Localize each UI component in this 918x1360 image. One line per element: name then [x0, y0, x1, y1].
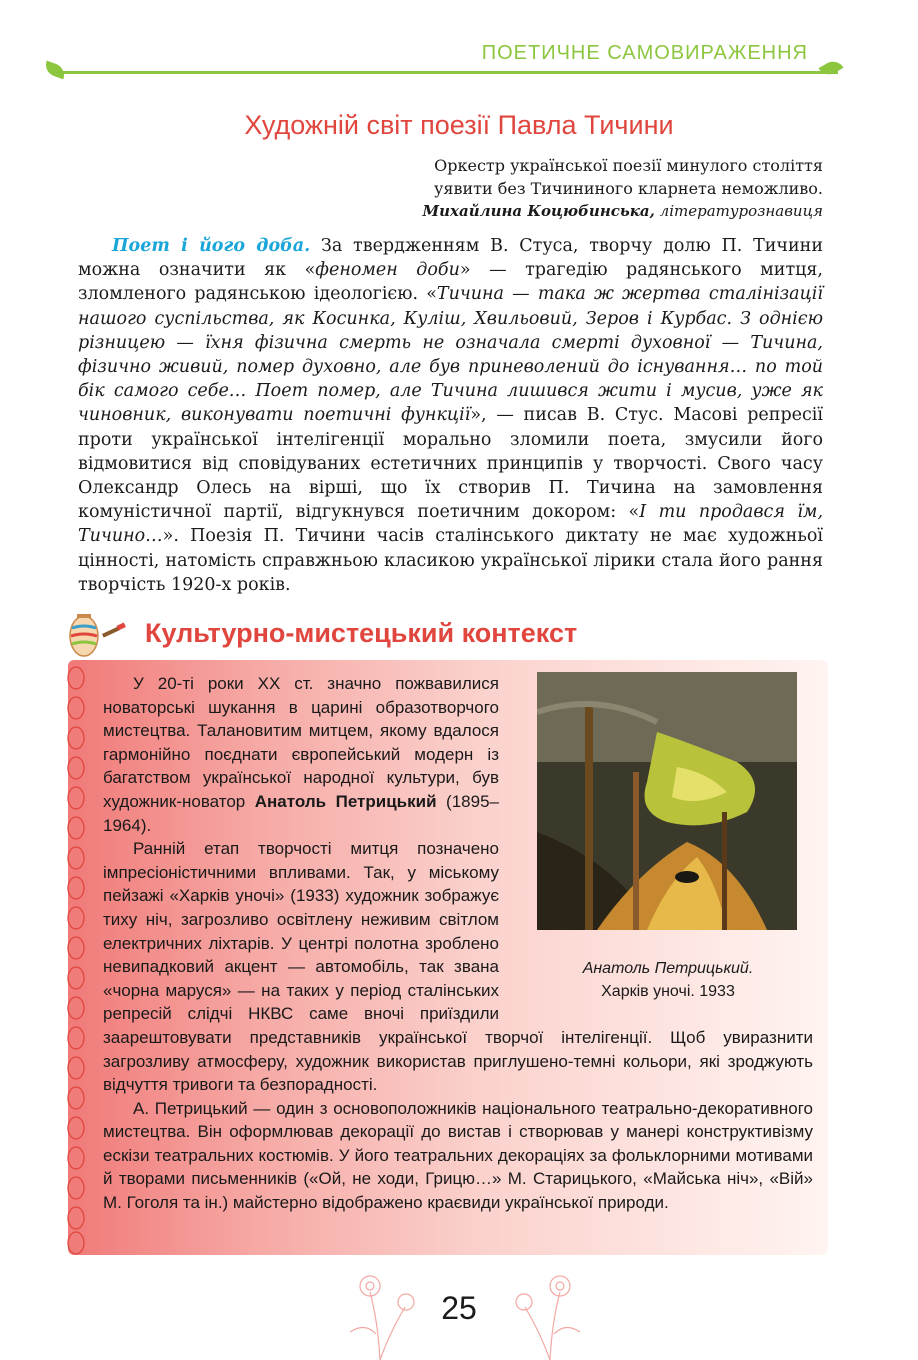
context-paragraph: Ранній етап творчості митця позначено імпресіоністичними впливами. Так, у міському пейзажі «Харків уночі» (1933) художник зображує тиху ніч, загрозливо освітлену неживим світлом електричних ліхтарів. У центрі полотна зроблено невипадковий акцент — автомобіль, так звана «чорна маруся» — на таких у період сталінських репресій слідчі НКВС саме вночі приїздили заарештовувати представників української творчої інтелігенції. Щоб увиразнити загрозливу атмосферу, художник використав приглушено-темні кольори, які зроджують відчуття тривоги та безпорадності. — [103, 839, 813, 1095]
quote-run: І ти продався їм, Тичино… — [78, 502, 824, 547]
epigraph-author — [423, 200, 823, 223]
epigraph — [423, 154, 823, 223]
epigraph-line: Оркестр української поезії минулого століття — [434, 156, 823, 175]
leaf-icon — [818, 57, 843, 78]
author-role: літературознавиця — [654, 202, 823, 220]
figure — [515, 672, 813, 1007]
text-run: ». Поезія П. Тичини часів сталінського диктату не має художньої цінності, натомість справжньою класикою української лірики стала його рання творчість 1920-х років. — [78, 526, 823, 595]
main-paragraph — [78, 234, 823, 597]
text-run: (1895–1964). — [103, 791, 499, 835]
text-run: У 20-ті роки XX ст. значно пожвавилися новаторські шукання в царині образотворчого мистецтва. Талановитим митцем, якому вдалося гармонійно поєднати європейський модерн із багатством української народної культури, був художник-новатор — [103, 674, 499, 811]
text-run: » — трагедію радянського митця, зломленого радянською ідеологією. « — [78, 260, 823, 305]
epigraph-line: уявити без Тичининого кларнета неможливо. — [433, 179, 823, 198]
spiral-binding-decoration — [62, 658, 92, 1258]
page-number: 25 — [441, 1290, 477, 1326]
artist-name: Анатоль Петрицький — [254, 791, 437, 811]
running-header: ПОЕТИЧНЕ САМОВИРАЖЕННЯ — [481, 42, 808, 64]
page-title: Художній світ поезії Павла Тичини — [244, 110, 674, 140]
quote-run: Тичина — така ж жертва сталінізації нашого суспільства, як Косинка, Куліш, Хвильовий, Зеров і Курбас. З однією різницею — їхня фізична смерть не означала смерті духовної — Тичина, фізично живий, помер духовно, але був приневолений до існування… по той бік самого себе… Поет помер, але Тичина лишився жити і мусив, уже як чиновник, виконувати поетичні функції — [78, 284, 823, 426]
header-rule — [55, 71, 838, 74]
section-title: Культурно-мистецький контекст — [145, 618, 578, 648]
text-run: феномен доби — [315, 260, 460, 281]
caption-work: Харків уночі. 1933 — [601, 982, 735, 1000]
figure-caption — [533, 957, 803, 1003]
painting-kharkiv-at-night — [537, 672, 797, 930]
main-text — [78, 234, 823, 597]
caption-author: Анатоль Петрицький. — [582, 959, 754, 977]
text-run: », — писав В. Стус. Масові репресії проти української інтелігенції морально зломили поета, змусили його відмовитися від сповідуваних естетичних принципів у творчості. Свого часу Олександр Олесь на вірші, що їх створив П. Тичина на замовлення комуністичної партії, відгукнувся поетичним докором: « — [78, 405, 823, 523]
author-name: Михайлина Коцюбинська, — [422, 202, 655, 220]
paragraph-lead: Поет і його доба. — [112, 236, 311, 256]
text-run: За твердженням В. Стуса, творчу долю П. Тичини можна означити як « — [78, 236, 823, 281]
vase-brush-icon — [62, 610, 132, 660]
context-paragraph: А. Петрицький — один з основоположників національного театрально-декоративного мистецтва. Він оформлював декорації до вистав і створював у манері конструктивізму ескізи театральних костюмів. У його театральних декораціях за фольклорними мотивами й творами письменників («Ой, не ходи, Грицю…» М. Старицького, «Майська ніч», «Вій» М. Гоголя та ін.) майстерно відображено краєвиди української природи. — [103, 1098, 813, 1213]
leaf-icon — [43, 61, 68, 80]
context-text — [103, 672, 813, 1215]
